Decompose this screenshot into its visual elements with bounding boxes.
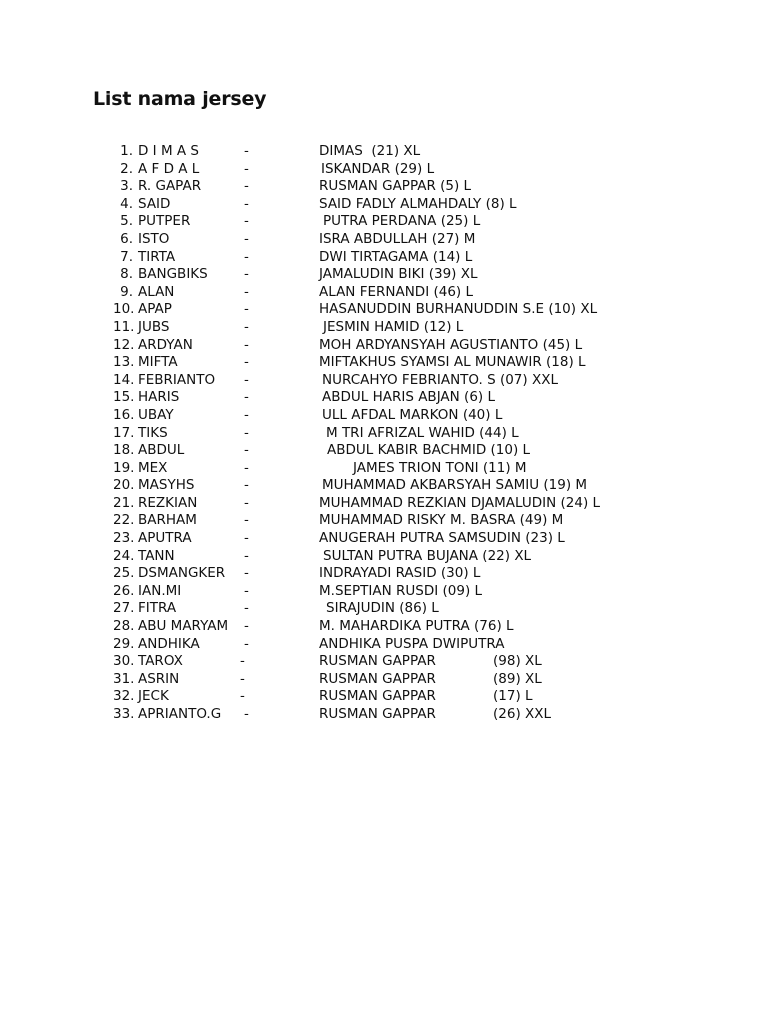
item-dash: -	[244, 371, 249, 388]
item-full-name: RUSMAN GAPPAR	[319, 670, 436, 687]
list-item	[0, 671, 768, 689]
item-dash: -	[244, 336, 249, 353]
item-full-name: PUTRA PERDANA (25) L	[323, 213, 481, 230]
item-full-name: MIFTAKHUS SYAMSI AL MUNAWIR (18) L	[319, 354, 586, 371]
item-number: 10.	[113, 301, 135, 318]
list-item	[0, 354, 768, 372]
list-item	[0, 583, 768, 601]
item-dash: -	[244, 266, 249, 283]
item-full-name: ANUGERAH PUTRA SAMSUDIN (23) L	[319, 530, 565, 547]
item-nickname: FITRA	[138, 600, 177, 617]
item-dash: -	[244, 213, 249, 230]
item-full-name: MUHAMMAD RISKY M. BASRA (49) M	[319, 512, 564, 529]
item-number: 1.	[120, 143, 133, 159]
item-nickname: FEBRIANTO	[138, 371, 216, 388]
item-number: 19.	[113, 459, 135, 476]
item-nickname: A F D A L	[138, 160, 200, 177]
item-dash: -	[244, 547, 249, 564]
item-dash: -	[244, 706, 249, 722]
item-number: 29.	[113, 635, 135, 652]
item-dash: -	[244, 406, 249, 423]
item-full-name: SIRAJUDIN (86) L	[326, 600, 439, 617]
item-number: 27.	[113, 600, 135, 617]
item-full-name: SULTAN PUTRA BUJANA (22) XL	[323, 547, 532, 564]
item-number: 30.	[113, 653, 135, 670]
list-item	[0, 143, 768, 161]
list-item	[0, 319, 768, 337]
item-size: (17) L	[493, 688, 533, 705]
item-nickname: REZKIAN	[138, 494, 198, 511]
item-full-name: RUSMAN GAPPAR	[319, 688, 436, 705]
item-dash: -	[244, 600, 249, 617]
page-title: List nama jersey	[93, 88, 267, 110]
item-dash: -	[244, 635, 249, 652]
item-full-name: NURCAHYO FEBRIANTO. S (07) XXL	[322, 371, 558, 388]
item-number: 23.	[113, 530, 135, 547]
item-full-name: M TRI AFRIZAL WAHID (44) L	[326, 424, 519, 441]
item-number: 26.	[113, 582, 135, 599]
item-nickname: DSMANGKER	[138, 565, 226, 582]
item-number: 25.	[113, 565, 135, 582]
item-full-name: SAID FADLY ALMAHDALY (8) L	[319, 195, 517, 212]
list-item	[0, 636, 768, 654]
item-dash: -	[244, 248, 249, 265]
item-number: 6.	[120, 230, 133, 247]
item-dash: -	[240, 653, 245, 670]
item-dash: -	[244, 424, 249, 441]
item-full-name: M. MAHARDIKA PUTRA (76) L	[319, 618, 514, 635]
item-number: 22.	[113, 512, 135, 529]
item-dash: -	[244, 389, 249, 406]
item-nickname: MIFTA	[138, 354, 178, 371]
item-number: 21.	[113, 494, 135, 511]
item-nickname: APRIANTO.G	[138, 706, 222, 722]
item-full-name: RUSMAN GAPPAR	[319, 653, 436, 670]
item-nickname: UBAY	[138, 406, 174, 423]
item-full-name: RUSMAN GAPPAR	[319, 706, 436, 722]
item-nickname: TAROX	[138, 653, 183, 670]
item-dash: -	[244, 195, 249, 212]
list-item	[0, 495, 768, 513]
list-item	[0, 600, 768, 618]
list-item	[0, 407, 768, 425]
list-item	[0, 653, 768, 671]
item-number: 18.	[113, 442, 135, 459]
list-item	[0, 442, 768, 460]
list-item	[0, 249, 768, 267]
item-full-name: MOH ARDYANSYAH AGUSTIANTO (45) L	[319, 336, 583, 353]
item-nickname: ABU MARYAM	[138, 618, 229, 635]
item-number: 5.	[120, 213, 133, 230]
item-number: 12.	[113, 336, 135, 353]
list-item	[0, 688, 768, 706]
item-full-name: HASANUDDIN BURHANUDDIN S.E (10) XL	[319, 301, 598, 318]
item-dash: -	[244, 178, 249, 195]
list-item	[0, 231, 768, 249]
item-full-name: ISRA ABDULLAH (27) M	[319, 230, 476, 247]
item-nickname: MEX	[138, 459, 168, 476]
item-nickname: JUBS	[138, 318, 170, 335]
item-full-name: ISKANDAR (29) L	[321, 160, 435, 177]
item-full-name: M.SEPTIAN RUSDI (09) L	[319, 582, 483, 599]
list-item	[0, 301, 768, 319]
item-nickname: APAP	[138, 301, 172, 318]
item-full-name: MUHAMMAD AKBARSYAH SAMIU (19) M	[322, 477, 588, 494]
item-nickname: IAN.MI	[138, 582, 182, 599]
item-full-name: ABDUL KABIR BACHMID (10) L	[327, 442, 531, 459]
item-nickname: TIRTA	[138, 248, 176, 265]
item-nickname: PUTPER	[138, 213, 191, 230]
list-item	[0, 161, 768, 179]
item-dash: -	[244, 530, 249, 547]
item-number: 16.	[113, 406, 135, 423]
item-number: 20.	[113, 477, 135, 494]
list-item	[0, 618, 768, 636]
item-size: (98) XL	[493, 653, 542, 670]
item-nickname: MASYHS	[138, 477, 195, 494]
item-size: (26) XXL	[493, 706, 552, 722]
list-item	[0, 284, 768, 302]
item-number: 4.	[120, 195, 133, 212]
list-item	[0, 477, 768, 495]
item-dash: -	[244, 582, 249, 599]
item-nickname: HARIS	[138, 389, 180, 406]
item-nickname: JECK	[138, 688, 169, 705]
item-nickname: BARHAM	[138, 512, 197, 529]
item-number: 15.	[113, 389, 135, 406]
list-item	[0, 266, 768, 284]
item-nickname: SAID	[138, 195, 171, 212]
item-number: 8.	[120, 266, 133, 283]
list-item	[0, 512, 768, 530]
item-dash: -	[244, 512, 249, 529]
item-dash: -	[244, 494, 249, 511]
item-number: 14.	[113, 371, 135, 388]
list-item	[0, 460, 768, 478]
item-size: (89) XL	[493, 670, 542, 687]
item-number: 9.	[120, 283, 133, 300]
item-full-name: ALAN FERNANDI (46) L	[319, 283, 473, 300]
item-number: 17.	[113, 424, 135, 441]
list-item	[0, 425, 768, 443]
list-item	[0, 372, 768, 390]
item-full-name: ABDUL HARIS ABJAN (6) L	[322, 389, 495, 406]
item-full-name: RUSMAN GAPPAR (5) L	[319, 178, 472, 195]
item-number: 3.	[120, 178, 133, 195]
jersey-list	[0, 143, 768, 724]
item-full-name: ULL AFDAL MARKON (40) L	[322, 406, 503, 423]
item-number: 32.	[113, 688, 135, 705]
item-dash: -	[244, 283, 249, 300]
item-nickname: TIKS	[138, 424, 168, 441]
item-nickname: TANN	[138, 547, 175, 564]
item-number: 13.	[113, 354, 135, 371]
item-full-name: DIMAS (21) XL	[319, 143, 421, 159]
item-full-name: JAMALUDIN BIKI (39) XL	[319, 266, 478, 283]
item-number: 24.	[113, 547, 135, 564]
item-dash: -	[244, 477, 249, 494]
item-full-name: JESMIN HAMID (12) L	[323, 318, 464, 335]
item-dash: -	[244, 565, 249, 582]
item-dash: -	[244, 143, 249, 159]
item-number: 11.	[113, 318, 135, 335]
item-dash: -	[244, 442, 249, 459]
item-dash: -	[244, 459, 249, 476]
list-item	[0, 565, 768, 583]
list-item	[0, 196, 768, 214]
item-nickname: BANGBIKS	[138, 266, 208, 283]
item-dash: -	[240, 670, 245, 687]
item-number: 28.	[113, 618, 135, 635]
item-dash: -	[244, 354, 249, 371]
item-number: 33.	[113, 706, 135, 722]
item-dash: -	[244, 160, 249, 177]
item-dash: -	[244, 618, 249, 635]
item-nickname: ALAN	[138, 283, 175, 300]
item-nickname: ASRIN	[138, 670, 180, 687]
list-item	[0, 337, 768, 355]
item-full-name: ANDHIKA PUSPA DWIPUTRA	[319, 635, 505, 652]
item-number: 7.	[120, 248, 133, 265]
item-dash: -	[244, 301, 249, 318]
item-nickname: ANDHIKA	[138, 635, 200, 652]
item-full-name: DWI TIRTAGAMA (14) L	[319, 248, 473, 265]
item-dash: -	[240, 688, 245, 705]
item-nickname: ARDYAN	[138, 336, 193, 353]
item-dash: -	[244, 230, 249, 247]
item-nickname: D I M A S	[138, 143, 199, 159]
item-dash: -	[244, 318, 249, 335]
list-item	[0, 178, 768, 196]
item-number: 2.	[120, 160, 133, 177]
item-full-name: MUHAMMAD REZKIAN DJAMALUDIN (24) L	[319, 494, 601, 511]
list-item	[0, 548, 768, 566]
item-nickname: ISTO	[138, 230, 170, 247]
item-nickname: APUTRA	[138, 530, 192, 547]
item-nickname: ABDUL	[138, 442, 185, 459]
item-number: 31.	[113, 670, 135, 687]
list-item	[0, 530, 768, 548]
list-item	[0, 389, 768, 407]
list-item	[0, 213, 768, 231]
item-full-name: INDRAYADI RASID (30) L	[319, 565, 481, 582]
item-full-name: JAMES TRION TONI (11) M	[353, 459, 527, 476]
list-item	[0, 706, 768, 724]
item-nickname: R. GAPAR	[138, 178, 202, 195]
